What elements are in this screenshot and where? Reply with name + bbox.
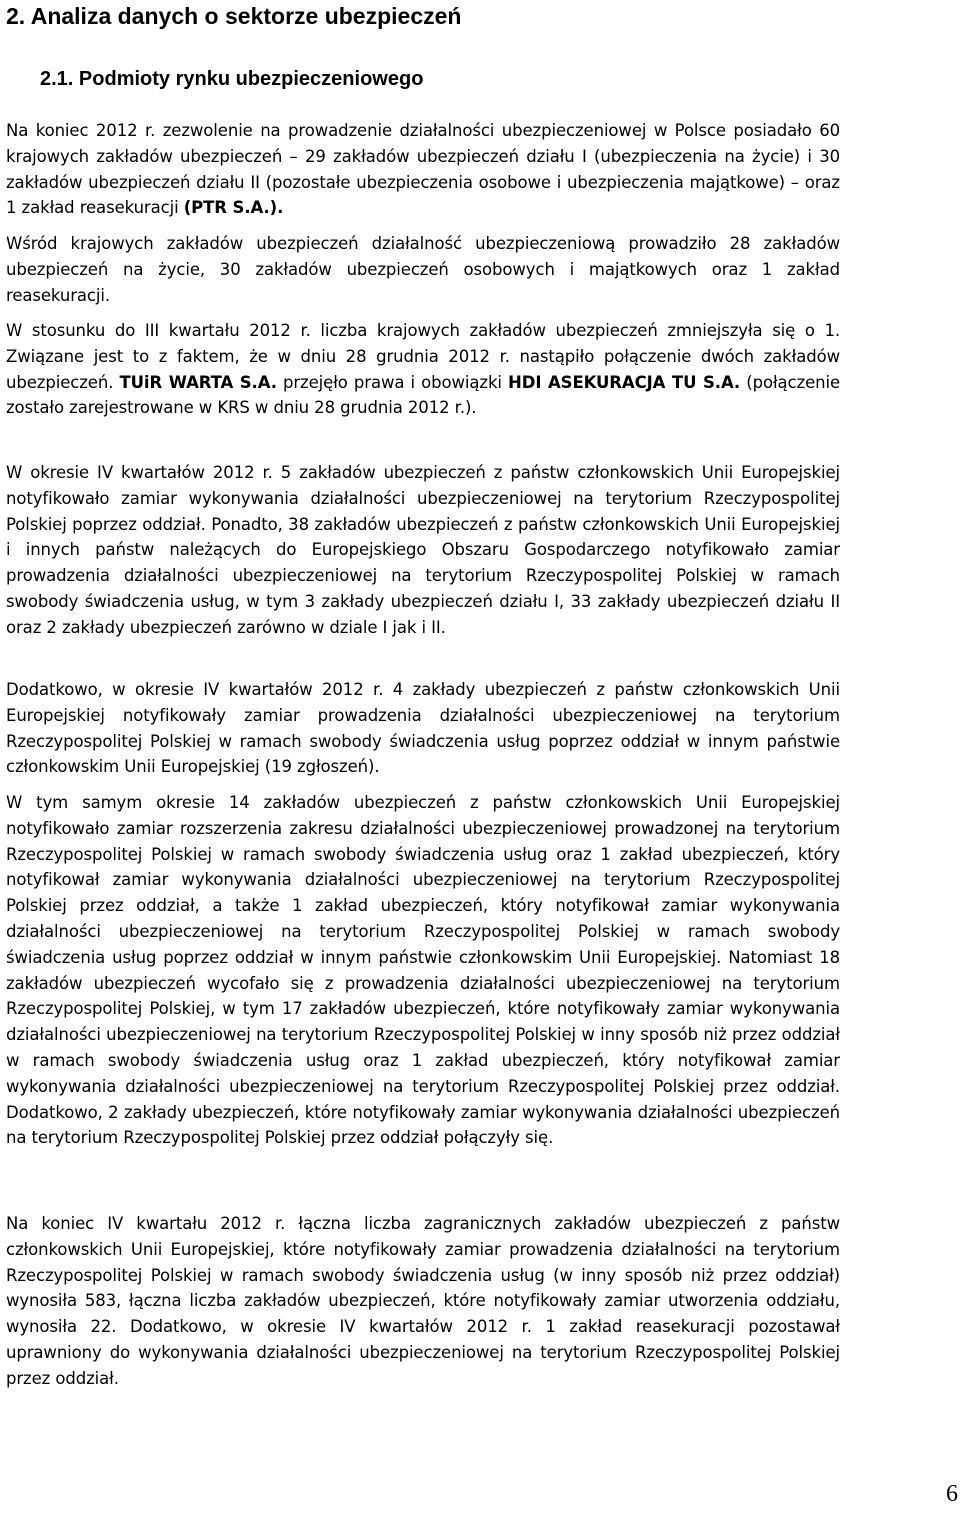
text-run: Wśród krajowych zakładów ubezpieczeń działalność ubezpieczeniową prowadziło 28 zakładów ubezpieczeń na życie, 30 zakładów ubezpieczeń osobowych i majątkowych oraz 1 zakład reasekuracji. [6,234,840,305]
bold-text-run: (PTR S.A.). [183,198,284,218]
bold-text-run: TUiR WARTA S.A. [119,372,277,392]
paragraph-3 [6,318,840,421]
text-run: Na koniec 2012 r. zezwolenie na prowadzenie działalności ubezpieczeniowej w Polsce posiadało 60 krajowych zakładów ubezpieczeń – 29 zakładów ubezpieczeń działu I (ubezpieczenia na życie) i 30 zakładów ubezpieczeń działu II (pozostałe ubezpieczenia osobowe i ubezpieczenia majątkowe) – oraz 1 zakład reasekuracji [6,121,840,218]
text-run: (połączenie zostało zarejestrowane w KRS w dniu 28 grudnia 2012 r.). [6,372,841,418]
paragraph-1 [6,118,840,221]
paragraph-4 [6,460,840,641]
text-run: W tym samym okresie 14 zakładów ubezpieczeń z państw członkowskich Unii Europejskiej notyfikowało zamiar rozszerzenia zakresu działalności ubezpieczeniowej prowadzonej na terytorium Rzeczypospolitej Polskiej w ramach swobody świadczenia usług oraz 1 zakład ubezpieczeń, który notyfikował zamiar wykonywania działalności ubezpieczeniowej na terytorium Rzeczypospolitej Polskiej przez oddział, a także 1 zakład ubezpieczeń, który notyfikował zamiar wykonywania działalności ubezpieczeniowej na terytorium Rzeczypospolitej Polskiej w ramach swobody świadczenia usług poprzez oddział w innym państwie członkowskim Unii Europejskiej. Natomiast 18 zakładów ubezpieczeń wycofało się z prowadzenia działalności ubezpieczeniowej na terytorium Rzeczypospolitej Polskiej, w tym 17 zakładów ubezpieczeń, które notyfikowały zamiar wykonywania działalności ubezpieczeniowej na terytorium Rzeczypospolitej Polskiej w inny sposób niż przez oddział w ramach swobody świadczenia usług oraz 1 zakład ubezpieczeń, który notyfikował zamiar wykonywania działalności ubezpieczeniowej na terytorium Rzeczypospolitej Polskiej przez oddział. Dodatkowo, 2 zakłady ubezpieczeń, które notyfikowały zamiar wykonywania działalności ubezpieczeń na terytorium Rzeczypospolitej Polskiej przez oddział połączyły się. [6,793,840,1148]
text-run: W stosunku do III kwartału 2012 r. liczba krajowych zakładów ubezpieczeń zmniejszyła się o 1. Związane jest to z faktem, że w dniu 28 grudnia 2012 r. nastąpiło połączenie dwóch zakładów ubezpieczeń. [6,321,840,392]
page-number: 6 [946,1481,958,1507]
subsection-heading: 2.1. Podmioty rynku ubezpieczeniowego [40,68,424,90]
text-run: Dodatkowo, w okresie IV kwartałów 2012 r. 4 zakłady ubezpieczeń z państw członkowskich Unii Europejskiej notyfikowały zamiar prowadzenia działalności ubezpieczeniowej na terytorium Rzeczypospolitej Polskiej w ramach swobody świadczenia usług poprzez oddział w innym państwie członkowskim Unii Europejskiej (19 zgłoszeń). [6,680,840,777]
text-run: Na koniec IV kwartału 2012 r. łączna liczba zagranicznych zakładów ubezpieczeń z państw członkowskich Unii Europejskiej, które notyfikowały zamiar prowadzenia działalności na terytorium Rzeczypospolitej Polskiej w ramach swobody świadczenia usług (w inny sposób niż przez oddział) wynosiła 583, łączna liczba zakładów ubezpieczeń, które notyfikowały zamiar utworzenia oddziału, wynosiła 22. Dodatkowo, w okresie IV kwartałów 2012 r. 1 zakład reasekuracji pozostawał uprawniony do wykonywania działalności ubezpieczeniowej na terytorium Rzeczypospolitej Polskiej przez oddział. [6,1214,840,1388]
section-heading: 2. Analiza danych o sektorze ubezpieczeń [6,3,462,29]
paragraph-2 [6,231,840,308]
paragraph-6 [6,790,840,1151]
paragraph-5 [6,677,840,780]
paragraph-7 [6,1211,840,1392]
text-run: W okresie IV kwartałów 2012 r. 5 zakładów ubezpieczeń z państw członkowskich Unii Europejskiej notyfikowało zamiar wykonywania działalności ubezpieczeniowej na terytorium Rzeczypospolitej Polskiej poprzez oddział. Ponadto, 38 zakładów ubezpieczeń z państw członkowskich Unii Europejskiej i innych państw należących do Europejskiego Obszaru Gospodarczego notyfikowało zamiar prowadzenia działalności ubezpieczeniowej na terytorium Rzeczypospolitej Polskiej w ramach swobody świadczenia usług, w tym 3 zakłady ubezpieczeń działu I, 33 zakłady ubezpieczeń działu II oraz 2 zakłady ubezpieczeń zarówno w dziale I jak i II. [6,463,840,637]
bold-text-run: HDI ASEKURACJA TU S.A. [508,372,741,392]
text-run: przejęło prawa i obowiązki [276,372,509,392]
